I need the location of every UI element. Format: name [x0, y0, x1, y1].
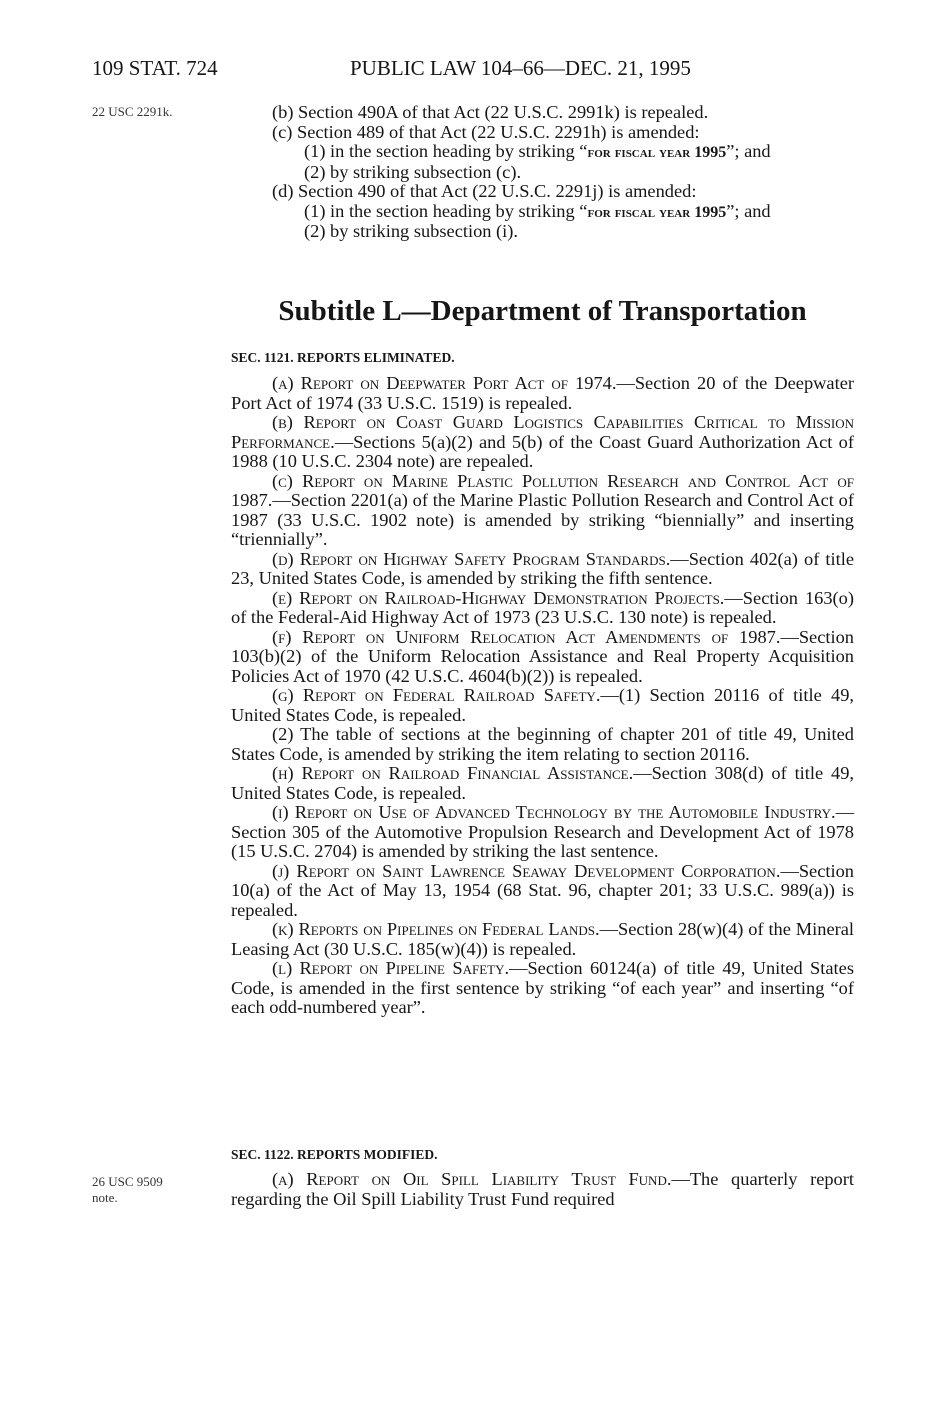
- subsection-g-heading: (g) Report on Federal Railroad Safety.: [272, 685, 601, 705]
- subsection-k: [231, 920, 854, 959]
- subsection-b: [231, 413, 854, 472]
- section-1122-subsection-a: [231, 1170, 854, 1209]
- d1-prefix: (1) in the section heading by striking “: [304, 200, 588, 221]
- margin-note-usc-2291k: 22 USC 2291k.: [92, 104, 173, 119]
- section-1121-heading: SEC. 1121. REPORTS ELIMINATED.: [231, 350, 455, 365]
- subsection-j: [231, 862, 854, 921]
- running-header: PUBLIC LAW 104–66—DEC. 21, 1995: [350, 56, 691, 80]
- subsection-g: [231, 686, 854, 725]
- margin-note-usc-9509: [92, 1174, 163, 1206]
- subsection-d: [231, 550, 854, 589]
- section-1122-subsection-a-text: —The quarterly report regarding the Oil Spill Liability Trust Fund required: [231, 1169, 854, 1209]
- paragraph-d1: [231, 202, 854, 223]
- c1-prefix: (1) in the section heading by striking “: [304, 141, 588, 161]
- paragraph-c1: [231, 142, 854, 163]
- subsection-d-text: —Section 402(a) of title 23, United States Code, is amended by striking the fifth sentence.: [231, 548, 854, 588]
- subsection-a: [231, 374, 854, 413]
- subsection-h: [231, 764, 854, 803]
- paragraph-d: (d) Section 490 of that Act (22 U.S.C. 2291j) is amended:: [272, 181, 697, 201]
- subsection-j-text: —Section 10(a) of the Act of May 13, 1954 (68 Stat. 96, chapter 201; 33 U.S.C. 989(a)) is repealed.: [231, 860, 854, 920]
- margin-note-usc-9509-line2: note.: [92, 1190, 118, 1205]
- subsection-d-heading: (d) Report on Highway Safety Program Standards.: [272, 548, 671, 569]
- page-stat-number: 109 STAT. 724: [92, 56, 218, 80]
- subtitle-heading: Subtitle L—Department of Transportation: [278, 295, 807, 327]
- subsection-a-heading: (a) Report on Deepwater Port Act of 1974.: [272, 373, 617, 393]
- d1-struck-heading: for fiscal year 1995: [587, 203, 727, 221]
- subsection-f-text: —Section 103(b)(2) of the Uniform Relocation Assistance and Real Property Acquisition Policies Act of 1970 (42 U.S.C. 4604(b)(2)) is repealed.: [231, 626, 854, 686]
- subsection-i: [231, 803, 854, 862]
- subsection-e-text: —Section 163(o) of the Federal-Aid Highway Act of 1973 (23 U.S.C. 130 note) is repealed.: [231, 587, 854, 627]
- section-1122-heading: SEC. 1122. REPORTS MODIFIED.: [231, 1147, 438, 1162]
- subsection-f: [231, 628, 854, 687]
- subsection-l-text: —Section 60124(a) of title 49, United States Code, is amended in the first sentence by striking “of each year” and inserting “of each odd-numbered year”.: [231, 958, 854, 1017]
- subsection-k-text: —Section 28(w)(4) of the Mineral Leasing Act (30 U.S.C. 185(w)(4)) is repealed.: [231, 919, 854, 959]
- subsection-c-text: —Section 2201(a) of the Marine Plastic Pollution Research and Control Act of 1987 (33 U.S.C. 1902 note) is amended by striking “biennially” and inserting “triennially”.: [231, 490, 854, 549]
- paragraph-d2: (2) by striking subsection (i).: [304, 221, 519, 241]
- paragraph-c: (c) Section 489 of that Act (22 U.S.C. 2291h) is amended:: [272, 121, 700, 142]
- subsection-e-heading: (e) Report on Railroad-Highway Demonstration Projects.: [272, 587, 725, 608]
- subsection-h-heading: (h) Report on Railroad Financial Assistance.: [272, 763, 634, 783]
- subsection-l-heading: (l) Report on Pipeline Safety.: [272, 958, 510, 978]
- subsection-c-heading: (c) Report on Marine Plastic Pollution Research and Control Act of 1987.: [231, 470, 854, 510]
- subsection-b-heading: (b) Report on Coast Guard Logistics Capabilities Critical to Mission Performance.: [231, 412, 854, 452]
- top-amendments: [231, 103, 854, 242]
- subsection-c: [231, 472, 854, 550]
- subsection-i-heading: (i) Report on Use of Advanced Technology by the Automobile Industry.: [272, 802, 836, 822]
- subsection-a-text: —Section 20 of the Deepwater Port Act of 1974 (33 U.S.C. 1519) is repealed.: [231, 373, 854, 413]
- subsection-b-text: —Sections 5(a)(2) and 5(b) of the Coast Guard Authorization Act of 1988 (10 U.S.C. 2304 note) are repealed.: [231, 431, 854, 471]
- subsection-l: [231, 959, 854, 1018]
- c1-suffix: ”; and: [726, 141, 771, 161]
- paragraph-c2: (2) by striking subsection (c).: [304, 161, 522, 182]
- c1-struck-heading: for fiscal year 1995: [587, 144, 727, 161]
- subsection-e: [231, 589, 854, 628]
- subsection-j-heading: (j) Report on Saint Lawrence Seaway Development Corporation.: [272, 860, 781, 881]
- subsection-k-heading: (k) Reports on Pipelines on Federal Lands.: [272, 919, 600, 939]
- subsection-g-text: —(1) Section 20116 of title 49, United States Code, is repealed.: [231, 685, 854, 725]
- subsection-h-text: —Section 308(d) of title 49, United States Code, is repealed.: [231, 763, 854, 803]
- paragraph-b: (b) Section 490A of that Act (22 U.S.C. 2991k) is repealed.: [272, 102, 709, 122]
- section-1122-subsection-a-heading: (a) Report on Oil Spill Liability Trust Fund.: [272, 1169, 672, 1189]
- d1-suffix: ”; and: [726, 200, 771, 221]
- subsection-i-text: —Section 305 of the Automotive Propulsion Research and Development Act of 1978 (15 U.S.C. 2704) is amended by striking the last sentence.: [231, 802, 854, 861]
- section-1122-body: [231, 1170, 854, 1209]
- subsection-f-heading: (f) Report on Uniform Relocation Act Amendments of 1987.: [272, 626, 781, 647]
- margin-note-usc-9509-line1: 26 USC 9509: [92, 1174, 163, 1189]
- section-1121-body: [231, 374, 854, 1018]
- subsection-g2: (2) The table of sections at the beginning of chapter 201 of title 49, United States Code, is amended by striking the item relating to section 20116.: [231, 724, 854, 764]
